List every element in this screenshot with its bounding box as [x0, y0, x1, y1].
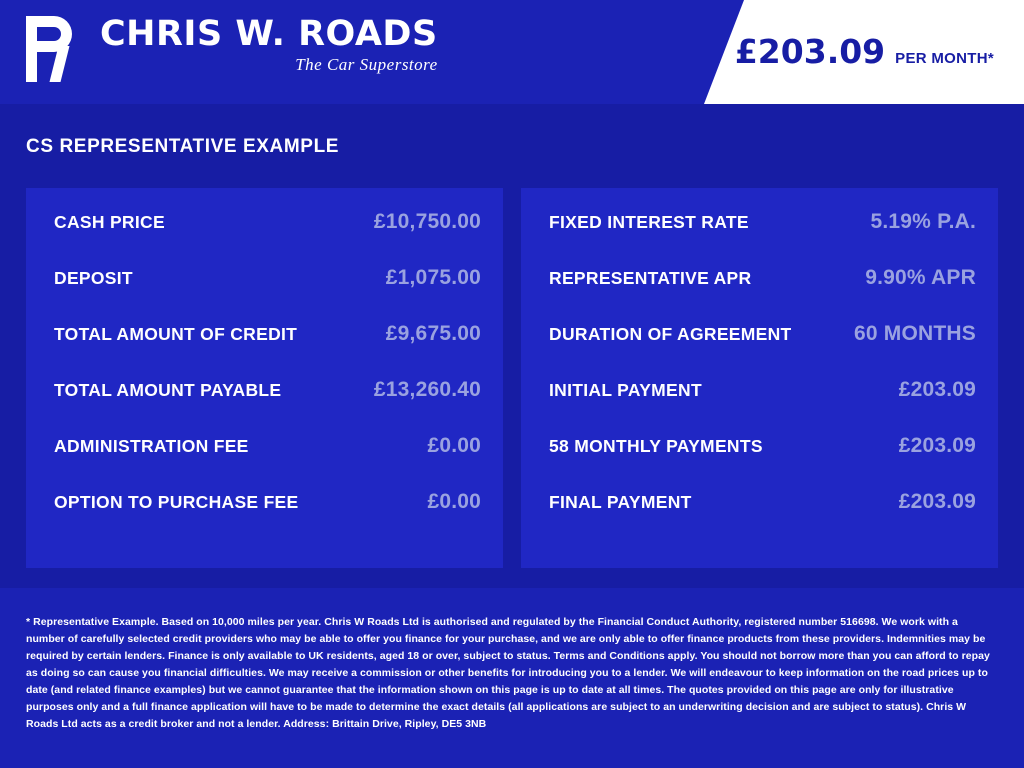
row-label: OPTION TO PURCHASE FEE — [54, 492, 299, 512]
row-value: £203.09 — [898, 490, 976, 513]
disclaimer-text: * Representative Example. Based on 10,000 miles per year. Chris W Roads Ltd is authorised and regulated by the Financial Conduct Authority, registered number 516698. We work with a number of carefully selected credit providers who may be able to offer you finance for your purchase, and we are only able to offer finance products from these providers. Indemnities may be required by certain lenders. Finance is only available to UK residents, aged 18 or over, subject to status. Terms and Conditions apply. You should not borrow more than you can afford to repay as doing so can cause you financial difficulties. We may receive a commission or other benefits for introducing you to a lender. We will endeavour to keep information on the road prices up to date (and related finance examples) but we cannot guarantee that the information shown on this page is up to date at all times. The quotes provided on this page are only for illustrative purposes only and a full finance application will have to be made to determine the exact details (all applications are subject to an underwriting decision and are subject to status). Chris W Roads Ltd acts as a credit broker and not a lender. Address: Brittain Drive, Ripley, DE5 3NB — [26, 616, 990, 730]
row-value: 5.19% P.A. — [870, 210, 976, 233]
row-label: DEPOSIT — [54, 268, 133, 288]
brand-tagline: The Car Superstore — [295, 54, 438, 74]
finance-panel-left — [26, 188, 503, 568]
row-label: DURATION OF AGREEMENT — [549, 324, 792, 344]
row-value: £0.00 — [427, 490, 481, 513]
price-period-label: PER MONTH* — [895, 50, 994, 67]
table-row — [549, 322, 976, 378]
table-row — [54, 490, 481, 546]
row-value: 9.90% APR — [865, 266, 976, 289]
monthly-price — [735, 32, 994, 71]
row-value: £9,675.00 — [385, 322, 481, 345]
table-row — [549, 210, 976, 266]
brand-logo[interactable] — [26, 16, 438, 82]
row-label: FINAL PAYMENT — [549, 492, 692, 512]
row-value: £203.09 — [898, 378, 976, 401]
row-label: TOTAL AMOUNT PAYABLE — [54, 380, 282, 400]
row-value: £10,750.00 — [373, 210, 481, 233]
table-row — [54, 322, 481, 378]
row-label: CASH PRICE — [54, 212, 165, 232]
footer-disclaimer — [0, 588, 1024, 768]
row-label: REPRESENTATIVE APR — [549, 268, 752, 288]
row-value: 60 MONTHS — [854, 322, 976, 345]
row-label: 58 MONTHLY PAYMENTS — [549, 436, 763, 456]
price-amount: £203.09 — [734, 32, 886, 71]
brand-logo-text — [100, 16, 438, 75]
table-row — [549, 266, 976, 322]
table-row — [549, 490, 976, 546]
row-value: £13,260.40 — [373, 378, 481, 401]
r-monogram-icon — [26, 16, 84, 82]
row-value: £203.09 — [898, 434, 976, 457]
row-label: ADMINISTRATION FEE — [54, 436, 249, 456]
finance-panel-right — [521, 188, 998, 568]
row-label: INITIAL PAYMENT — [549, 380, 702, 400]
row-label: FIXED INTEREST RATE — [549, 212, 749, 232]
table-row — [549, 378, 976, 434]
brand-name: CHRIS W. ROADS — [100, 14, 438, 54]
finance-details-panels — [26, 188, 998, 568]
row-value: £0.00 — [427, 434, 481, 457]
table-row — [54, 266, 481, 322]
table-row — [54, 434, 481, 490]
page-header — [0, 0, 1024, 104]
table-row — [549, 434, 976, 490]
row-value: £1,075.00 — [385, 266, 481, 289]
row-label: TOTAL AMOUNT OF CREDIT — [54, 324, 298, 344]
table-row — [54, 378, 481, 434]
table-row — [54, 210, 481, 266]
page-title: CS REPRESENTATIVE EXAMPLE — [26, 136, 340, 157]
